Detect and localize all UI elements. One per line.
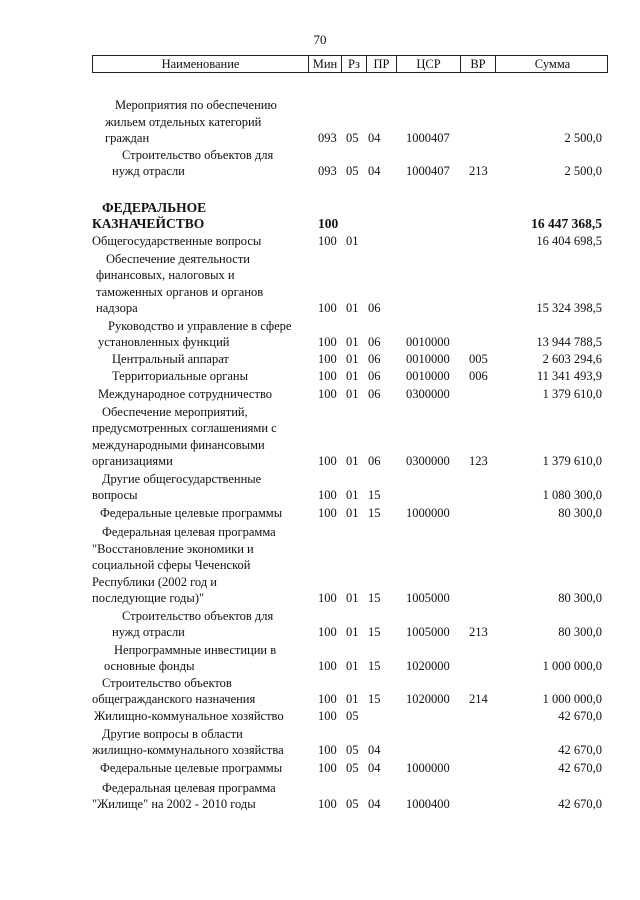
row-name-line: Обеспечение мероприятий, <box>102 404 248 419</box>
row-min: 100 <box>318 761 337 775</box>
row-min: 100 <box>318 591 337 605</box>
header-name: Наименование <box>93 56 309 72</box>
row-csr: 1000000 <box>406 506 450 520</box>
row-name-line: Непрограммные инвестиции в <box>114 642 277 657</box>
row-sum: 16 404 698,5 <box>536 234 602 248</box>
header-csr: ЦСР <box>397 56 461 72</box>
row-rz: 01 <box>346 488 359 502</box>
row-vr: 213 <box>469 625 488 639</box>
row-pr: 15 <box>368 692 381 706</box>
row-sum: 16 447 368,5 <box>531 216 602 231</box>
row-name-line: Общегосударственные вопросы <box>92 234 262 248</box>
row-sum: 1 000 000,0 <box>542 692 602 706</box>
row-name-line: Федеральные целевые программы <box>100 761 283 775</box>
row-sum: 42 670,0 <box>558 761 602 775</box>
row-pr: 06 <box>368 387 381 401</box>
row-min: 100 <box>318 369 337 383</box>
row-name-line: предусмотренных соглашениями с <box>92 421 277 435</box>
row-rz: 05 <box>346 797 359 811</box>
row-sum: 42 670,0 <box>558 709 602 723</box>
row-rz: 01 <box>346 591 359 605</box>
row-csr: 1000407 <box>406 131 450 145</box>
row-name-line: общегражданского назначения <box>92 692 256 706</box>
row-name-line: Строительство объектов для <box>122 608 274 623</box>
row-sum: 1 379 610,0 <box>542 387 602 401</box>
row-name-line: Центральный аппарат <box>112 352 229 366</box>
row-rz: 01 <box>346 335 359 349</box>
row-vr: 005 <box>469 352 488 366</box>
row-name-line: финансовых, налоговых и <box>96 268 235 282</box>
row-pr: 15 <box>368 591 381 605</box>
row-sum: 1 080 300,0 <box>542 488 602 502</box>
row-min: 100 <box>318 659 337 673</box>
row-sum: 80 300,0 <box>558 591 602 605</box>
header-min: Мин <box>309 56 342 72</box>
row-name-line: надзора <box>96 301 138 315</box>
row-name-line: основные фонды <box>104 659 195 673</box>
row-rz: 05 <box>346 131 359 145</box>
row-pr: 06 <box>368 301 381 315</box>
row-rz: 01 <box>346 692 359 706</box>
row-csr: 1000000 <box>406 761 450 775</box>
row-min: 100 <box>318 335 337 349</box>
row-name-line: социальной сферы Чеченской <box>92 558 251 572</box>
row-sum: 80 300,0 <box>558 506 602 520</box>
row-sum: 42 670,0 <box>558 797 602 811</box>
header-rz: Рз <box>342 56 367 72</box>
row-rz: 05 <box>346 709 359 723</box>
row-csr: 1020000 <box>406 692 450 706</box>
row-sum: 1 000 000,0 <box>542 659 602 673</box>
row-name-line: "Восстановление экономики и <box>92 541 254 556</box>
header-sum: Сумма <box>534 57 571 71</box>
row-rz: 05 <box>346 761 359 775</box>
row-name-line: ФЕДЕРАЛЬНОЕ <box>102 199 207 215</box>
row-name-line: организациями <box>92 454 173 468</box>
page-number: 70 <box>313 32 327 47</box>
row-name-line: Руководство и управление в сфере <box>108 318 292 333</box>
row-pr: 15 <box>368 625 381 639</box>
row-name-line: Федеральная целевая программа <box>102 780 276 795</box>
row-csr: 1000407 <box>406 164 450 178</box>
row-name-line: вопросы <box>92 488 138 502</box>
row-min: 100 <box>318 216 339 231</box>
row-csr: 0010000 <box>406 335 450 349</box>
row-pr: 06 <box>368 369 381 383</box>
row-name-line: нужд отрасли <box>112 625 185 639</box>
row-rz: 01 <box>346 387 359 401</box>
row-csr: 1020000 <box>406 659 450 673</box>
row-min: 100 <box>318 454 337 468</box>
row-csr: 0010000 <box>406 369 450 383</box>
row-name-line: Мероприятия по обеспечению <box>115 98 277 112</box>
row-rz: 01 <box>346 625 359 639</box>
row-min: 100 <box>318 234 337 248</box>
row-pr: 06 <box>368 454 381 468</box>
row-min: 100 <box>318 301 337 315</box>
row-name-line: Территориальные органы <box>112 369 249 383</box>
row-name-line: жилищно-коммунального хозяйства <box>92 743 284 757</box>
row-min: 100 <box>318 488 337 502</box>
row-csr: 1005000 <box>406 625 450 639</box>
row-rz: 01 <box>346 234 359 248</box>
row-name-line: международными финансовыми <box>92 437 265 452</box>
row-name-line: Строительство объектов для <box>122 147 274 162</box>
row-min: 100 <box>318 743 337 757</box>
row-csr: 1000400 <box>406 797 450 811</box>
row-sum: 80 300,0 <box>558 625 602 639</box>
row-rz: 01 <box>346 352 359 366</box>
row-min: 100 <box>318 352 337 366</box>
row-name-line: граждан <box>105 131 150 145</box>
row-min: 100 <box>318 709 337 723</box>
row-csr: 0300000 <box>406 387 450 401</box>
row-rz: 05 <box>346 164 359 178</box>
row-name-line: нужд отрасли <box>112 164 185 178</box>
row-pr: 04 <box>368 131 381 145</box>
row-pr: 15 <box>368 506 381 520</box>
row-min: 093 <box>318 164 337 178</box>
row-sum: 1 379 610,0 <box>542 454 602 468</box>
row-sum: 2 603 294,6 <box>542 352 602 366</box>
row-sum: 2 500,0 <box>564 164 602 178</box>
row-vr: 006 <box>469 369 488 383</box>
row-name-line: таможенных органов и органов <box>96 284 264 299</box>
row-vr: 214 <box>469 692 488 706</box>
row-rz: 01 <box>346 659 359 673</box>
row-name-line: Жилищно-коммунальное хозяйство <box>94 709 284 723</box>
row-rz: 01 <box>346 369 359 383</box>
row-csr: 0300000 <box>406 454 450 468</box>
row-sum: 13 944 788,5 <box>536 335 602 349</box>
row-name-line: КАЗНАЧЕЙСТВО <box>92 216 205 231</box>
row-rz: 01 <box>346 454 359 468</box>
row-sum: 11 341 493,9 <box>536 369 602 383</box>
row-pr: 04 <box>368 743 381 757</box>
row-pr: 06 <box>368 352 381 366</box>
header-pr: ПР <box>367 56 397 72</box>
row-rz: 01 <box>346 506 359 520</box>
row-min: 100 <box>318 506 337 520</box>
row-vr: 213 <box>469 164 488 178</box>
row-name-line: установленных функций <box>98 335 230 349</box>
row-name-line: Международное сотрудничество <box>98 387 273 401</box>
row-rz: 01 <box>346 301 359 315</box>
row-name-line: жильем отдельных категорий <box>105 114 262 129</box>
row-name-line: Федеральные целевые программы <box>100 506 283 520</box>
row-name-line: Обеспечение деятельности <box>106 251 251 266</box>
row-name-line: Республики (2002 год и <box>92 574 217 589</box>
row-name-line: последующие годы)" <box>92 591 205 605</box>
row-pr: 15 <box>368 659 381 673</box>
row-vr: 123 <box>469 454 488 468</box>
row-csr: 0010000 <box>406 352 450 366</box>
row-min: 100 <box>318 387 337 401</box>
row-pr: 04 <box>368 797 381 811</box>
row-name-line: Строительство объектов <box>102 675 232 690</box>
row-name-line: Другие вопросы в области <box>102 726 243 741</box>
row-csr: 1005000 <box>406 591 450 605</box>
row-min: 100 <box>318 797 337 811</box>
row-pr: 04 <box>368 761 381 775</box>
row-sum: 2 500,0 <box>564 131 602 145</box>
row-min: 100 <box>318 692 337 706</box>
row-sum: 42 670,0 <box>558 743 602 757</box>
row-sum: 15 324 398,5 <box>536 301 602 315</box>
row-name-line: Федеральная целевая программа <box>102 525 276 539</box>
row-rz: 05 <box>346 743 359 757</box>
row-min: 100 <box>318 625 337 639</box>
row-name-line: "Жилище" на 2002 - 2010 годы <box>92 797 256 811</box>
header-vr: ВР <box>461 56 496 72</box>
row-min: 093 <box>318 131 337 145</box>
row-pr: 15 <box>368 488 381 502</box>
row-name-line: Другие общегосударственные <box>102 471 262 486</box>
row-pr: 06 <box>368 335 381 349</box>
row-pr: 04 <box>368 164 381 178</box>
